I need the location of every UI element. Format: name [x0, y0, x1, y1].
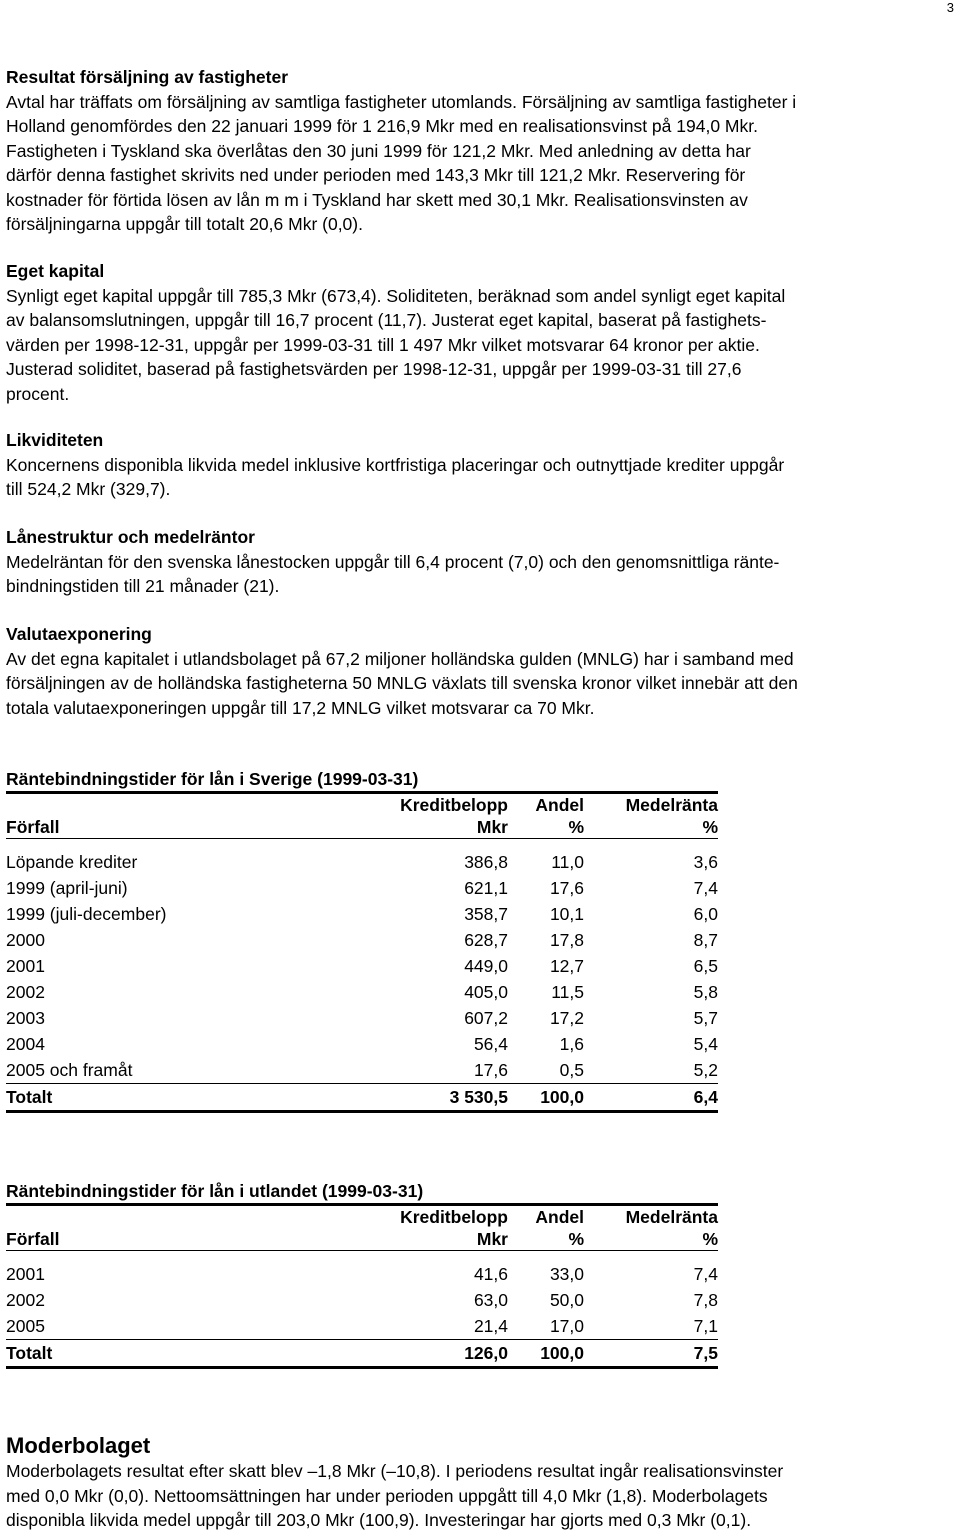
section-valutaexponering: [6, 622, 956, 720]
text-line: Synligt eget kapital uppgår till 785,3 Mkr (673,4). Soliditeten, beräknad som andel synligt eget kapital: [6, 285, 786, 306]
table-row: [6, 1261, 718, 1287]
table-cell: 3,6: [693, 852, 718, 872]
text-line: Avtal har träffats om försäljning av samtliga fastigheter utomlands. Försäljning av samtliga fastigheter i: [6, 91, 797, 112]
table-cell: 8,7: [693, 930, 718, 950]
table-cell: 10,1: [549, 904, 584, 924]
table-row: [6, 849, 718, 875]
table-total-row: [6, 1084, 718, 1112]
table-title: Räntebindningstider för lån i utlandet (1999-03-31): [6, 1180, 718, 1206]
table-sverige: [6, 794, 718, 1113]
page-number: 3: [946, 0, 954, 15]
table-row: [6, 927, 718, 953]
table-row: [6, 979, 718, 1005]
table-cell: 21,4: [473, 1316, 508, 1336]
section-moderbolaget: [6, 1433, 956, 1533]
table-cell: 1999 (april-juni): [6, 878, 128, 898]
header-cell: Förfall: [6, 1228, 396, 1251]
table-cell: 6,4: [584, 1084, 718, 1112]
table-cell: 33,0: [549, 1264, 584, 1284]
header-cell: Medelränta: [625, 1207, 718, 1227]
header-cell: %: [584, 816, 718, 839]
header-cell: [6, 1206, 396, 1228]
section-heading: Lånestruktur och medelräntor: [6, 527, 255, 547]
table-cell: 2004: [6, 1034, 45, 1054]
text-line: Holland genomfördes den 22 januari 1999 för 1 216,9 Mkr med en realisationsvinst på 194,0 Mkr.: [6, 116, 758, 136]
table-row: [6, 953, 718, 979]
table-cell: 2001: [6, 956, 45, 976]
header-cell: Kreditbelopp: [400, 1207, 508, 1227]
header-cell: Mkr: [396, 816, 508, 839]
text-line: Koncernens disponibla likvida medel inklusive kortfristiga placeringar och outnyttjade krediter uppgår: [6, 454, 785, 475]
table-cell: 358,7: [464, 904, 508, 924]
header-cell: %: [584, 1228, 718, 1251]
table-cell: Totalt: [6, 1084, 396, 1112]
section-heading: Eget kapital: [6, 261, 105, 281]
table-cell: 5,4: [693, 1034, 718, 1054]
table-row: [6, 875, 718, 901]
table-cell: 11,5: [551, 982, 584, 1002]
header-cell: [6, 794, 396, 816]
text-line: till 524,2 Mkr (329,7).: [6, 479, 171, 499]
table-cell: 5,7: [693, 1008, 718, 1028]
table-cell: 621,1: [464, 878, 508, 898]
table-cell: 3 530,5: [396, 1084, 508, 1112]
table-row: [6, 1057, 718, 1084]
text-line: Justerad soliditet, baserad på fastighetsvärden per 1998-12-31, uppgår per 1999-03-31 till 27,6: [6, 359, 742, 379]
table-row: [6, 1005, 718, 1031]
section-lanestruktur: [6, 525, 956, 599]
section-resultat: [6, 65, 956, 237]
text-line: Fastigheten i Tyskland ska överlåtas den 30 juni 1999 för 121,2 Mkr. Med anledning av detta har: [6, 140, 751, 161]
header-cell: Mkr: [396, 1228, 508, 1251]
table-cell: 100,0: [508, 1340, 584, 1368]
table-cell: 41,6: [473, 1264, 508, 1284]
table-cell: 1,6: [559, 1034, 584, 1054]
table-cell: 7,4: [693, 1264, 718, 1284]
table-utlandet-block: [6, 1180, 718, 1369]
header-cell: Kreditbelopp: [400, 795, 508, 815]
table-row: [6, 1287, 718, 1313]
text-line: värden per 1998-12-31, uppgår per 1999-03-31 till 1 497 Mkr vilket motsvarar 64 kronor per aktie.: [6, 334, 760, 355]
table-cell: 2005: [6, 1316, 45, 1336]
text-line: kostnader för förtida lösen av lån m m i Tyskland har skett med 30,1 Mkr. Realisationsvinsten av: [6, 189, 748, 210]
header-cell: Andel: [535, 1207, 584, 1227]
table-cell: 7,5: [584, 1340, 718, 1368]
table-cell: 5,2: [693, 1060, 718, 1080]
section-heading: Valutaexponering: [6, 624, 152, 644]
table-cell: 17,2: [549, 1008, 584, 1028]
table-cell: 449,0: [464, 956, 508, 976]
table-cell: 1999 (juli-december): [6, 904, 167, 924]
text-line: av balansomslutningen, uppgår till 16,7 procent (11,7). Justerat eget kapital, baserat på fastighets-: [6, 310, 767, 330]
table-cell: 7,1: [693, 1316, 718, 1336]
table-row: [6, 1313, 718, 1340]
table-title: Räntebindningstider för lån i Sverige (1999-03-31): [6, 768, 718, 794]
section-eget-kapital: [6, 259, 956, 406]
table-cell: 17,6: [473, 1060, 508, 1080]
table-cell: Totalt: [6, 1340, 396, 1368]
table-cell: 100,0: [508, 1084, 584, 1112]
table-cell: 50,0: [549, 1290, 584, 1310]
text-line: totala valutaexponeringen uppgår till 17,2 MNLG vilket motsvarar ca 70 Mkr.: [6, 697, 595, 718]
text-line: försäljningen av de holländska fastigheterna 50 MNLG växlats till svenska kronor vilket innebär att den: [6, 673, 798, 693]
section-heading: Moderbolaget: [6, 1433, 151, 1458]
table-cell: 17,6: [549, 878, 584, 898]
table-cell: 2000: [6, 930, 45, 950]
text-line: därför denna fastighet skrivits ned under perioden med 143,3 Mkr till 121,2 Mkr. Reservering för: [6, 165, 746, 185]
table-cell: 2003: [6, 1008, 45, 1028]
table-total-row: [6, 1340, 718, 1368]
table-cell: 63,0: [473, 1290, 508, 1310]
table-cell: 126,0: [396, 1340, 508, 1368]
table-cell: 11,0: [551, 852, 584, 872]
header-cell: %: [508, 816, 584, 839]
section-likviditeten: [6, 428, 956, 502]
text-line: Moderbolagets resultat efter skatt blev –1,8 Mkr (–10,8). I periodens resultat ingår realisationsvinster: [6, 1461, 784, 1481]
table-cell: Löpande krediter: [6, 852, 138, 872]
table-cell: 2001: [6, 1264, 45, 1284]
table-cell: 2002: [6, 982, 45, 1002]
table-cell: 6,5: [693, 956, 718, 976]
table-cell: 6,0: [693, 904, 718, 924]
table-cell: 386,8: [464, 852, 508, 872]
text-line: försäljningarna uppgår till totalt 20,6 Mkr (0,0).: [6, 214, 363, 234]
text-line: bindningstiden till 21 månader (21).: [6, 576, 280, 596]
table-cell: 2005 och framåt: [6, 1060, 133, 1080]
table-cell: 17,8: [549, 930, 584, 950]
table-utlandet: [6, 1206, 718, 1369]
table-cell: 607,2: [464, 1008, 508, 1028]
section-heading: Resultat försäljning av fastigheter: [6, 67, 289, 87]
table-sverige-block: [6, 768, 718, 1113]
header-cell: Andel: [535, 795, 584, 815]
header-cell: %: [508, 1228, 584, 1251]
table-cell: 12,7: [549, 956, 584, 976]
text-line: Medelräntan för den svenska lånestocken uppgår till 6,4 procent (7,0) och den genomsnittliga ränte-: [6, 551, 780, 572]
table-cell: 56,4: [473, 1034, 508, 1054]
text-line: med 0,0 Mkr (0,0). Nettoomsättningen har under perioden uppgått till 4,0 Mkr (1,8). Moderbolagets: [6, 1485, 768, 1506]
table-cell: 2002: [6, 1290, 45, 1310]
section-heading: Likviditeten: [6, 430, 104, 450]
table-cell: 0,5: [559, 1060, 584, 1080]
header-cell: Medelränta: [625, 795, 718, 815]
table-cell: 628,7: [464, 930, 508, 950]
text-line: Av det egna kapitalet i utlandsbolaget på 67,2 miljoner holländska gulden (MNLG) har i samband med: [6, 648, 794, 669]
table-cell: 7,8: [693, 1290, 718, 1310]
table-cell: 405,0: [464, 982, 508, 1002]
table-row: [6, 901, 718, 927]
text-line: procent.: [6, 383, 70, 404]
header-cell: Förfall: [6, 816, 396, 839]
text-line: disponibla likvida medel uppgår till 203,0 Mkr (100,9). Investeringar har gjorts med 0,3 Mkr (0,1).: [6, 1510, 752, 1530]
table-cell: 5,8: [693, 982, 718, 1002]
table-cell: 7,4: [693, 878, 718, 898]
table-cell: 17,0: [549, 1316, 584, 1336]
table-row: [6, 1031, 718, 1057]
